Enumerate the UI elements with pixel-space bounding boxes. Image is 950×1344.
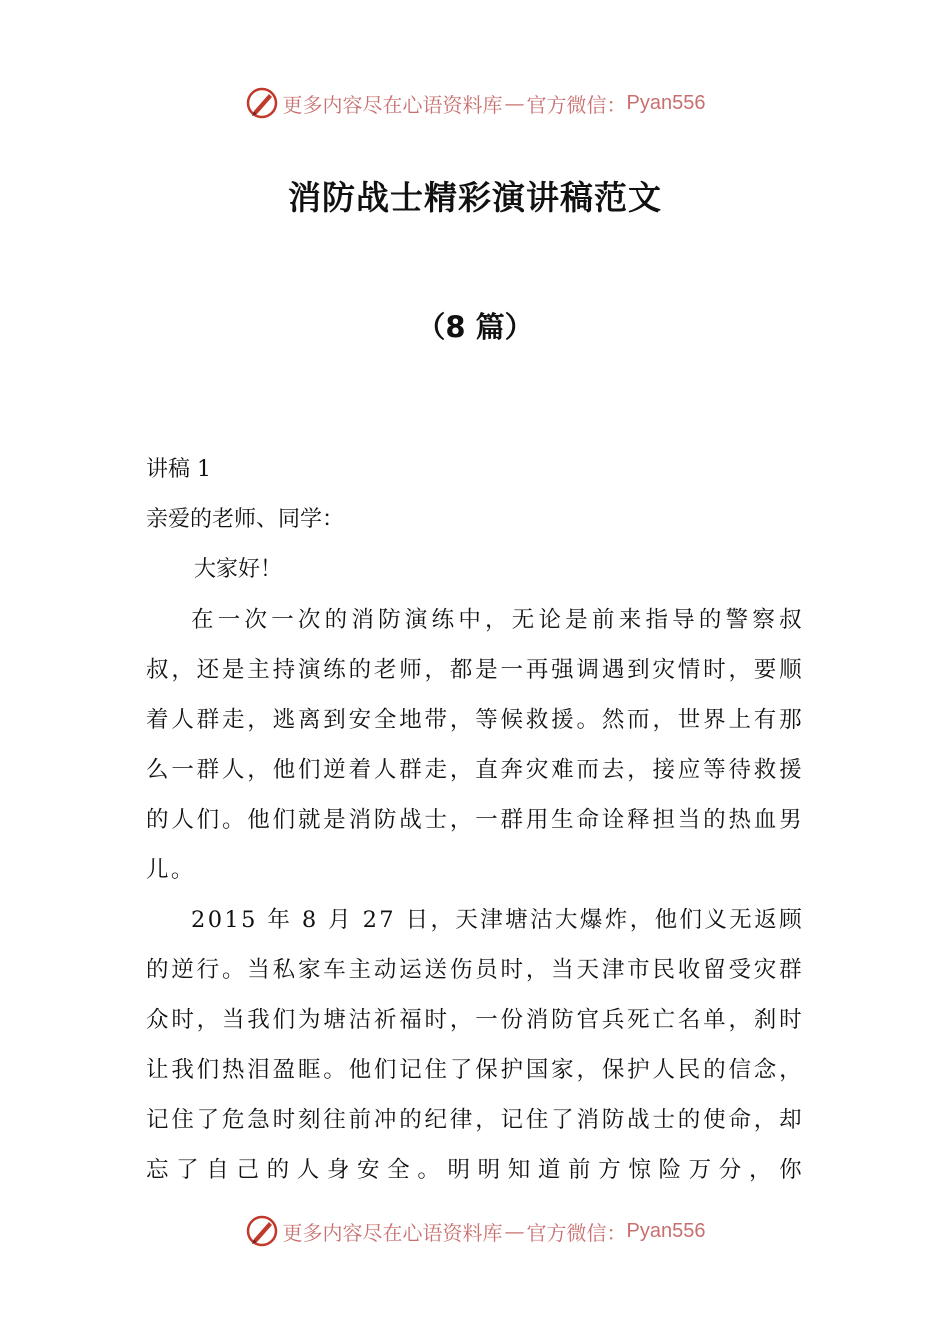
greeting: 大家好！ [194, 557, 283, 582]
watermark-separator: — [504, 1219, 525, 1243]
paragraph-1: 在一次一次的消防演练中，无论是前来指导的警察叔叔，还是主持演练的老师，都是一再强调遇到灾情时，要顺着人群走，逃离到安全地带，等候救援。然而，世界上有那么一群人，他们逆着人群走，直奔灾难而去，接应等待救援的人们。他们就是消防战士，一群用生命诠释担当的热血男儿。 [146, 607, 804, 883]
document-subtitle: （8 篇） [416, 310, 534, 344]
watermark-wechat-label: 官方微信： [526, 1220, 627, 1245]
watermark-text: 更多内容尽在心语资料库 [282, 92, 503, 117]
watermark-wechat-id: Pyan556 [626, 1219, 706, 1242]
document-body [146, 445, 804, 1195]
footer-watermark [0, 1211, 950, 1251]
pen-logo-icon [245, 86, 279, 120]
watermark-wechat-id: Pyan556 [626, 91, 706, 114]
pen-logo-icon [245, 1214, 279, 1248]
section-label: 讲稿 1 [146, 457, 211, 482]
salutation: 亲爱的老师、同学： [146, 507, 345, 532]
paragraph-2: 2015 年 8 月 27 日，天津塘沽大爆炸，他们义无返顾的逆行。当私家车主动运送伤员时，当天津市民收留受灾群众时，当我们为塘沽祈福时，一份消防官兵死亡名单，刹时让我们热泪盈眶。他们记住了保护国家，保护人民的信念，记住了危急时刻往前冲的纪律，记住了消防战士的使命，却忘了自己的人身安全。明明知道前方惊险万分，你 [146, 907, 804, 1183]
watermark-wechat-label: 官方微信： [526, 92, 627, 117]
watermark-text: 更多内容尽在心语资料库 [282, 1220, 503, 1245]
watermark-separator: — [504, 91, 525, 115]
header-watermark [0, 83, 950, 123]
document-title: 消防战士精彩演讲稿范文 [288, 178, 662, 217]
